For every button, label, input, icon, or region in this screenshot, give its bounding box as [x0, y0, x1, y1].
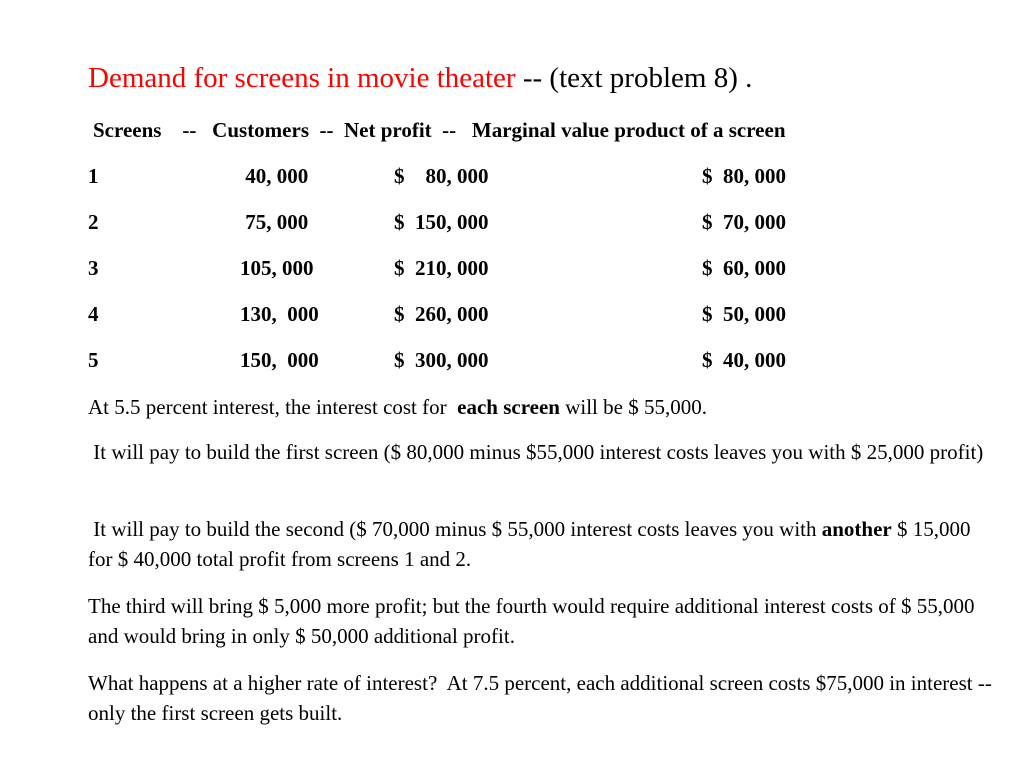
paragraph-second-screen — [88, 514, 998, 574]
cell-net-profit: $ 260, 000 — [394, 302, 489, 326]
cell-mvp: $ 40, 000 — [702, 348, 786, 372]
cell-mvp: $ 60, 000 — [702, 256, 786, 280]
table-header: Screens -- Customers -- Net profit -- Marginal value product of a screen — [93, 118, 786, 142]
table-row — [0, 255, 1024, 281]
cell-customers: 40, 000 — [240, 164, 309, 188]
p1-emphasis: each screen — [457, 395, 560, 419]
cell-net-profit: $ 150, 000 — [394, 210, 489, 234]
cell-net-profit: $ 210, 000 — [394, 256, 489, 280]
paragraph-interest-cost — [88, 392, 998, 422]
cell-customers: 150, 000 — [240, 348, 319, 372]
paragraph-first-screen: It will pay to build the first screen ($ 80,000 minus $55,000 interest costs leaves you with $ 25,000 profit) — [88, 440, 984, 464]
cell-net-profit: $ 300, 000 — [394, 348, 489, 372]
table-row — [0, 163, 1024, 189]
table-row — [0, 209, 1024, 235]
cell-screens: 4 — [88, 302, 99, 326]
slide-title — [88, 60, 752, 96]
p1-text-end: will be $ 55,000. — [559, 395, 707, 419]
title-rest: -- (text problem 8) . — [515, 62, 753, 94]
cell-screens: 2 — [88, 210, 99, 234]
paragraph-third-fourth: The third will bring $ 5,000 more profit; but the fourth would require additional interest costs of $ 55,000 and would bring in only $ 50,000 additional profit. — [88, 594, 980, 648]
cell-screens: 3 — [88, 256, 99, 280]
p3-emphasis: another — [821, 517, 892, 541]
cell-customers: 130, 000 — [240, 302, 319, 326]
p3-text: It will pay to build the second ($ 70,000 minus $ 55,000 interest costs leaves you with — [88, 517, 822, 541]
title-highlight: Demand for screens in movie theater — [88, 62, 516, 94]
cell-mvp: $ 80, 000 — [702, 164, 786, 188]
cell-screens: 5 — [88, 348, 99, 372]
cell-mvp: $ 50, 000 — [702, 302, 786, 326]
table-row — [0, 347, 1024, 373]
cell-customers: 105, 000 — [240, 256, 314, 280]
paragraph-higher-rate: What happens at a higher rate of interest? At 7.5 percent, each additional screen costs $75,000 in interest -- only the first screen gets built. — [88, 671, 998, 725]
cell-customers: 75, 000 — [240, 210, 309, 234]
cell-screens: 1 — [88, 164, 99, 188]
p1-text: At 5.5 percent interest, the interest cost for — [88, 395, 458, 419]
cell-net-profit: $ 80, 000 — [394, 164, 489, 188]
cell-mvp: $ 70, 000 — [702, 210, 786, 234]
p3-text-end: $ 15,000 for $ 40,000 total profit from screens 1 and 2. — [88, 517, 976, 571]
table-row — [0, 301, 1024, 327]
